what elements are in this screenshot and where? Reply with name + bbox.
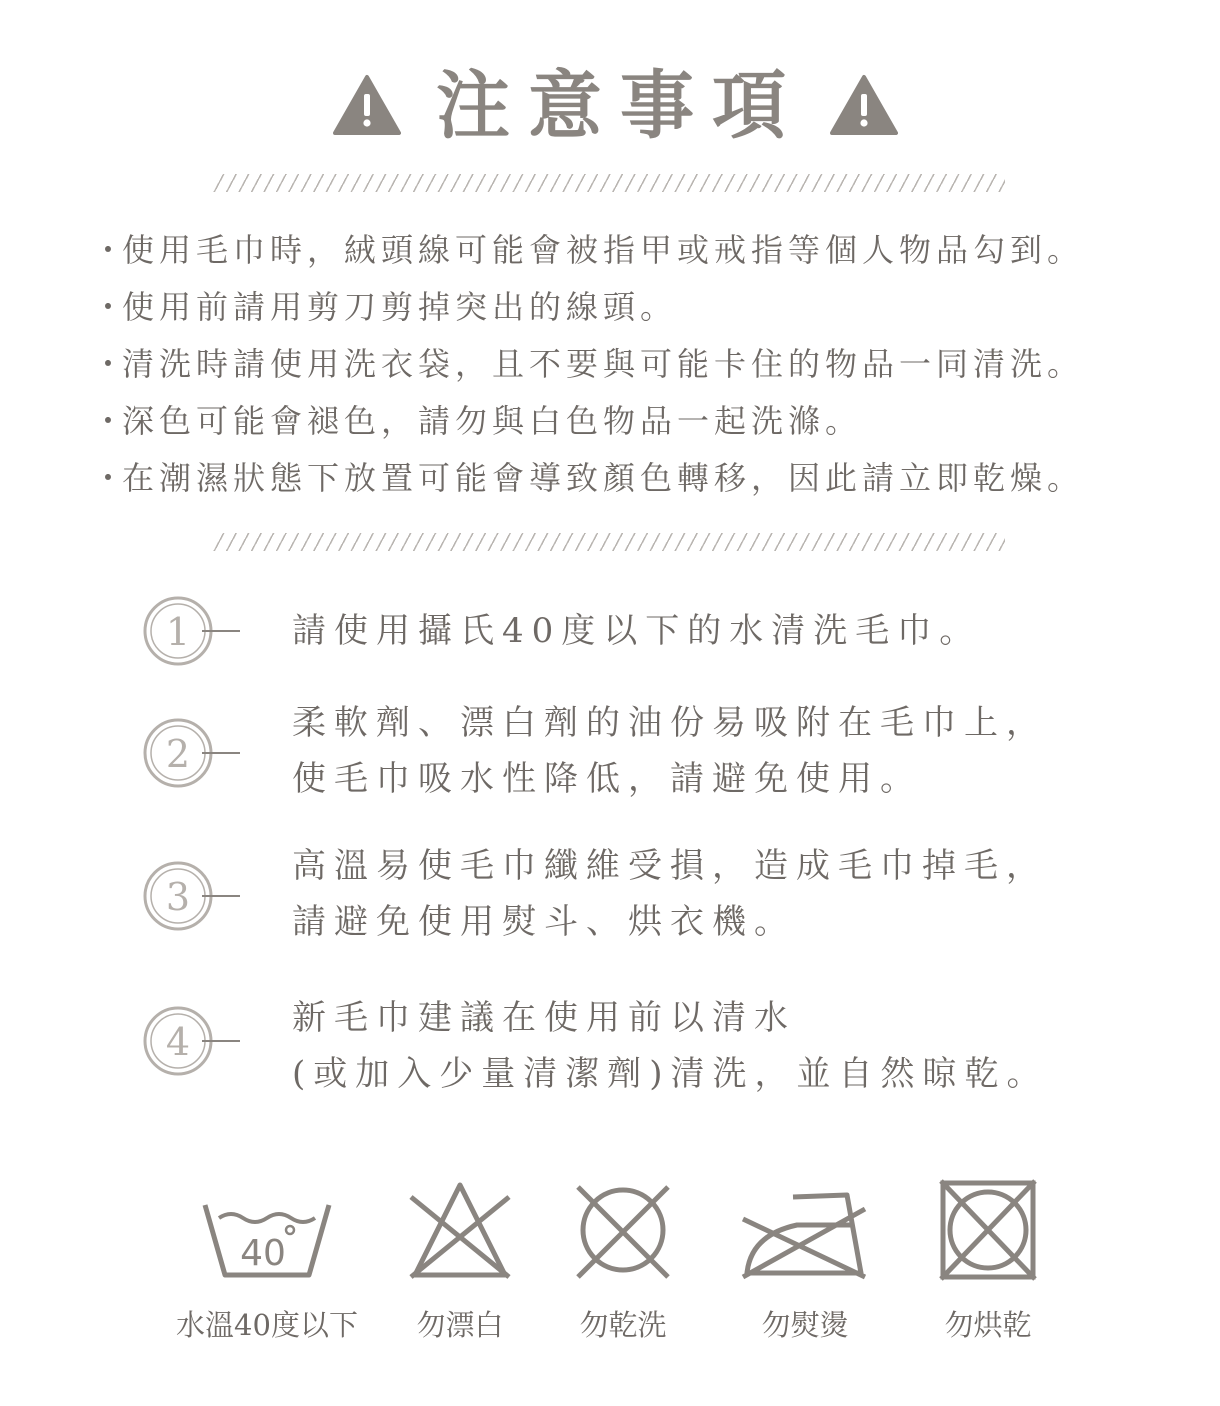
no-dry-clean-icon [568,1175,678,1285]
step-text [292,990,1092,1102]
page-title: 注意事項 [436,63,804,149]
note-text: 深色可能會褪色，請勿與白色物品一起洗滌。 [122,402,863,440]
list-item [92,450,1152,507]
list-item [92,222,1152,279]
care-item-wash [172,1175,362,1355]
care-label: 水溫40度以下 [176,1308,358,1342]
bullet-dot: ・ [92,231,130,269]
step-text [292,603,1092,659]
step-text [292,838,1092,950]
step-line: 請避免使用熨斗、烘衣機。 [292,902,796,942]
care-label: 勿乾洗 [579,1308,667,1342]
step-line: 請使用攝氏40度以下的水清洗毛巾。 [292,611,982,651]
step-number: 4 [165,1020,191,1064]
care-icons [0,1175,1220,1355]
step-line: (或加入少量清潔劑)清洗，並自然晾乾。 [292,1054,1049,1094]
step-number: 2 [165,732,191,776]
warning-triangle-icon [830,74,898,136]
bullet-dot: ・ [92,459,130,497]
note-text: 使用前請用剪刀剪掉突出的線頭。 [122,288,678,326]
list-item [92,393,1152,450]
care-item-no-tumble-dry [893,1175,1083,1355]
number-badge [140,715,244,791]
note-text: 在潮濕狀態下放置可能會導致顏色轉移，因此請立即乾燥。 [122,459,1085,497]
step-line: 高溫易使毛巾纖維受損，造成毛巾掉毛， [292,846,1048,886]
number-badge [140,593,244,669]
step-number: 1 [165,610,191,654]
bullet-dot: ・ [92,345,130,383]
number-badge [140,1003,244,1079]
hatched-divider [213,533,1005,551]
step-line: 柔軟劑、漂白劑的油份易吸附在毛巾上， [292,703,1048,743]
bullet-dot: ・ [92,402,130,440]
step-number: 3 [165,875,191,919]
list-item [92,336,1152,393]
wash-temp: 40 [240,1233,286,1274]
number-badge [140,858,244,934]
care-label: 勿漂白 [416,1308,504,1342]
care-label: 勿烘乾 [944,1308,1032,1342]
bullet-dot: ・ [92,288,130,326]
note-text: 清洗時請使用洗衣袋，且不要與可能卡住的物品一同清洗。 [122,345,1085,383]
step-text [292,695,1092,807]
no-bleach-icon [405,1175,515,1285]
no-iron-icon [735,1175,875,1285]
care-label: 勿熨燙 [761,1308,849,1342]
care-item-no-iron [710,1175,900,1355]
page-header [0,60,1220,160]
warning-triangle-icon [333,74,401,136]
no-tumble-dry-icon [933,1175,1043,1285]
note-text: 使用毛巾時，絨頭線可能會被指甲或戒指等個人物品勾到。 [122,231,1085,269]
notes-list [92,222,1152,507]
care-item-no-bleach [365,1175,555,1355]
step-line: 新毛巾建議在使用前以清水 [292,998,796,1038]
care-item-no-dry-clean [528,1175,718,1355]
step-line: 使毛巾吸水性降低，請避免使用。 [292,759,922,799]
wash-40-icon [197,1175,337,1285]
hatched-divider [213,174,1005,192]
list-item [92,279,1152,336]
